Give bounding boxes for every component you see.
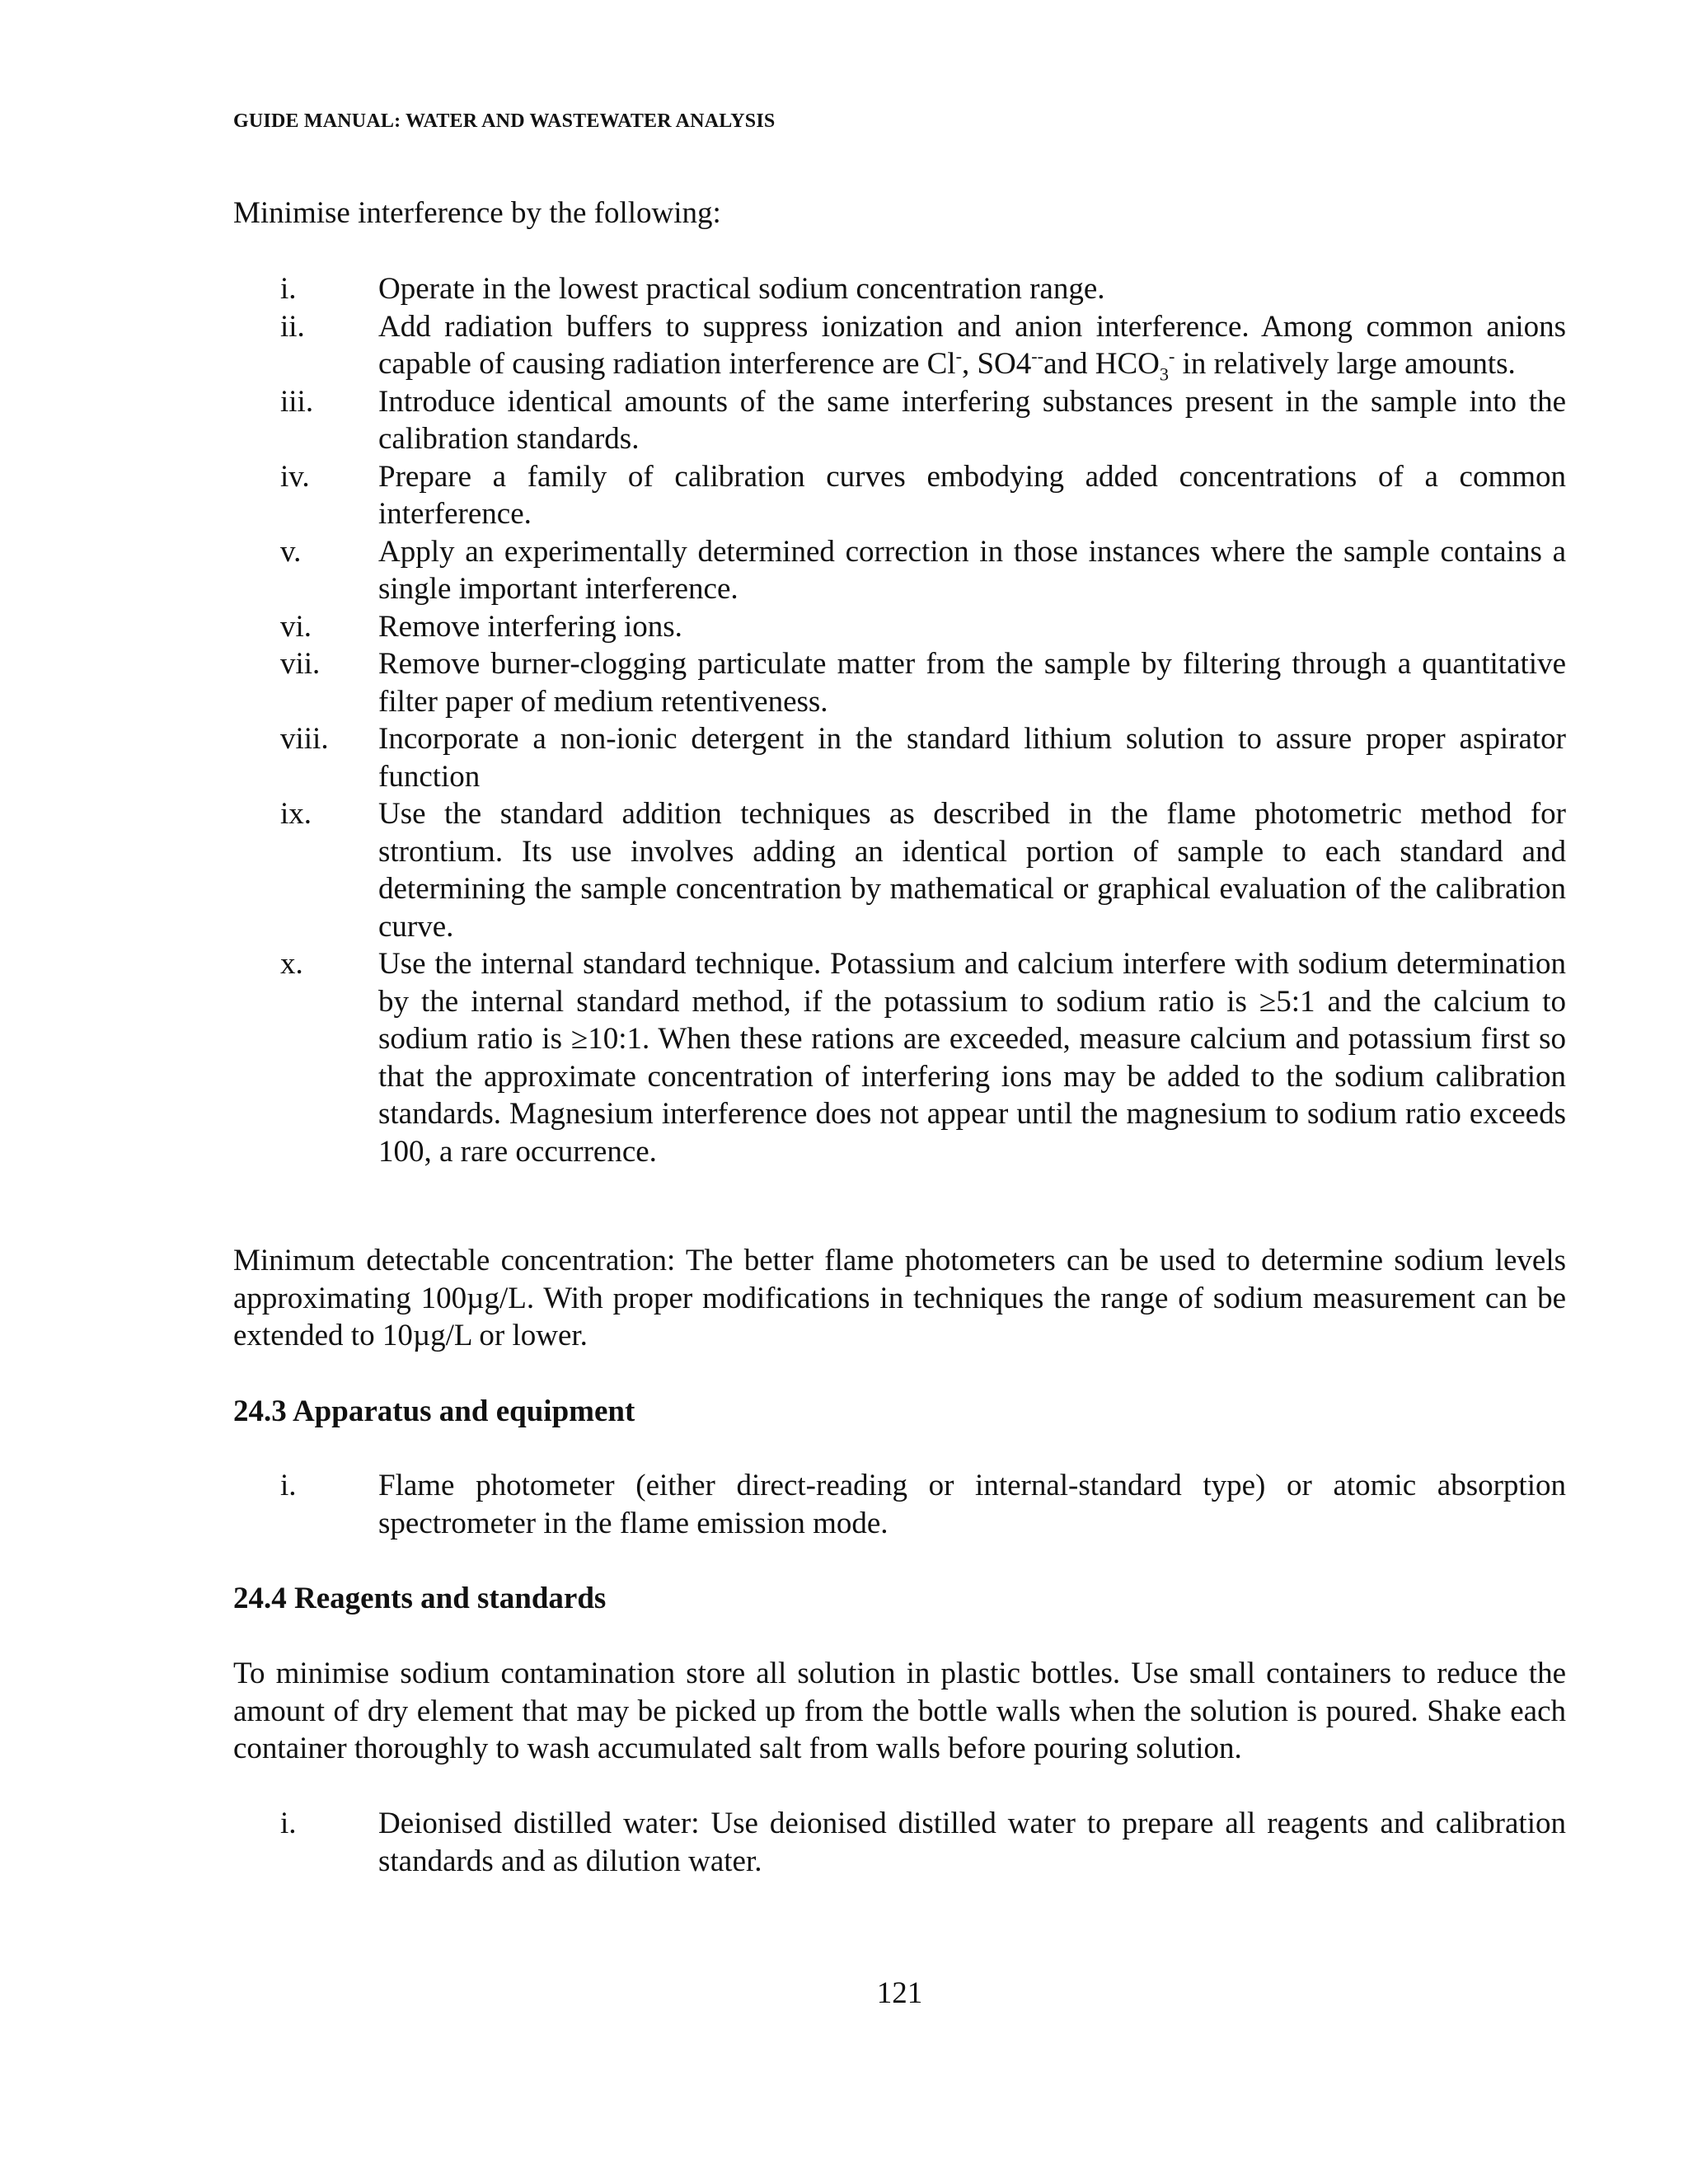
list-item-text: Remove burner-clogging particulate matter from the sample by filtering through a quantitative filter paper of medium retentiveness. bbox=[378, 647, 1566, 719]
section-heading-reagents: 24.4 Reagents and standards bbox=[233, 1582, 607, 1615]
sulfate-charge: -- bbox=[1031, 345, 1044, 367]
list-item bbox=[233, 308, 1566, 383]
intro-text: Minimise interference by the following: bbox=[233, 196, 721, 230]
list-item bbox=[233, 458, 1566, 533]
list-marker: ii. bbox=[280, 309, 305, 344]
list-item bbox=[233, 383, 1566, 458]
text-segment: , SO4 bbox=[961, 347, 1032, 381]
list-marker: vi. bbox=[280, 609, 312, 644]
document-page bbox=[233, 0, 1566, 2184]
list-item bbox=[233, 945, 1566, 1170]
apparatus-list bbox=[233, 1467, 1566, 1542]
bicarbonate-charge: - bbox=[1168, 345, 1175, 367]
list-marker: x. bbox=[280, 947, 303, 981]
list-item bbox=[233, 533, 1566, 608]
section-heading-apparatus: 24.3 Apparatus and equipment bbox=[233, 1394, 635, 1428]
list-item-text: Introduce identical amounts of the same interfering substances present in the sample into the calibration standards. bbox=[378, 384, 1566, 456]
list-item bbox=[233, 270, 1566, 308]
list-item bbox=[233, 720, 1566, 795]
list-item-text: Incorporate a non-ionic detergent in the standard lithium solution to assure proper aspirator function bbox=[378, 722, 1566, 794]
list-marker: vii. bbox=[280, 647, 321, 681]
chloride-charge: - bbox=[955, 345, 962, 367]
text-segment: and HCO bbox=[1043, 347, 1160, 381]
list-item-text: Use the internal standard technique. Potassium and calcium interfere with sodium determination by the internal standard method, if the potassium to sodium ratio is ≥5:1 and the calcium to sodium ratio is ≥10:1. When these rations are exceeded, measure calcium and potassium first so that the approximate concentration of interfering ions may be added to the sodium calibration standards. Magnesium interference does not appear until the magnesium to sodium ratio exceeds 100, a rare occurrence. bbox=[378, 947, 1566, 1169]
list-item bbox=[233, 1467, 1566, 1542]
reagents-paragraph: To minimise sodium contamination store all solution in plastic bottles. Use small containers to reduce the amount of dry element that may be picked up from the bottle walls when the solution is poured. Shake each container thoroughly to wash accumulated salt from walls before pouring solution. bbox=[233, 1657, 1566, 1765]
list-marker: iii. bbox=[280, 384, 314, 419]
list-item bbox=[233, 645, 1566, 720]
running-header: GUIDE MANUAL: WATER AND WASTEWATER ANALYSIS bbox=[233, 110, 776, 132]
list-item bbox=[233, 608, 1566, 646]
list-marker: viii. bbox=[280, 722, 329, 756]
list-marker: iv. bbox=[280, 459, 310, 494]
list-item-text: Flame photometer (either direct-reading or internal-standard type) or atomic absorption spectrometer in the flame emission mode. bbox=[378, 1469, 1566, 1540]
list-item-text: Prepare a family of calibration curves embodying added concentrations of a common interference. bbox=[378, 459, 1566, 531]
text-segment: Add radiation buffers to suppress ionization and anion interference. Among common anions capable of causing radiation interference are Cl bbox=[378, 309, 1566, 381]
list-item-text: Remove interfering ions. bbox=[378, 609, 682, 644]
list-item-text: Operate in the lowest practical sodium concentration range. bbox=[378, 272, 1105, 306]
min-detectable-paragraph: Minimum detectable concentration: The better flame photometers can be used to determine sodium levels approximating 100µg/L. With proper modifications in techniques the range of sodium measurement can be extended to 10µg/L or lower. bbox=[233, 1244, 1566, 1352]
list-marker: i. bbox=[280, 1469, 297, 1502]
reagents-list bbox=[233, 1805, 1566, 1880]
list-marker: v. bbox=[280, 534, 302, 569]
list-marker: ix. bbox=[280, 797, 312, 831]
list-item-text: Apply an experimentally determined correction in those instances where the sample contains a single important interference. bbox=[378, 534, 1566, 606]
list-item-text: Deionised distilled water: Use deionised distilled water to prepare all reagents and calibration standards and as dilution water. bbox=[378, 1807, 1566, 1878]
bicarbonate-subscript: 3 bbox=[1159, 363, 1169, 385]
text-segment: in relatively large amounts. bbox=[1175, 347, 1516, 381]
list-marker: i. bbox=[280, 272, 297, 306]
page-number: 121 bbox=[876, 1976, 923, 2010]
list-item-text bbox=[378, 308, 1566, 383]
list-marker: i. bbox=[280, 1807, 297, 1840]
interference-list bbox=[233, 270, 1566, 1170]
list-item-text: Use the standard addition techniques as described in the flame photometric method for strontium. Its use involves adding an identical portion of sample to each standard and determining the sample concentration by mathematical or graphical evaluation of the calibration curve. bbox=[378, 797, 1566, 944]
list-item bbox=[233, 1805, 1566, 1880]
list-item bbox=[233, 795, 1566, 945]
